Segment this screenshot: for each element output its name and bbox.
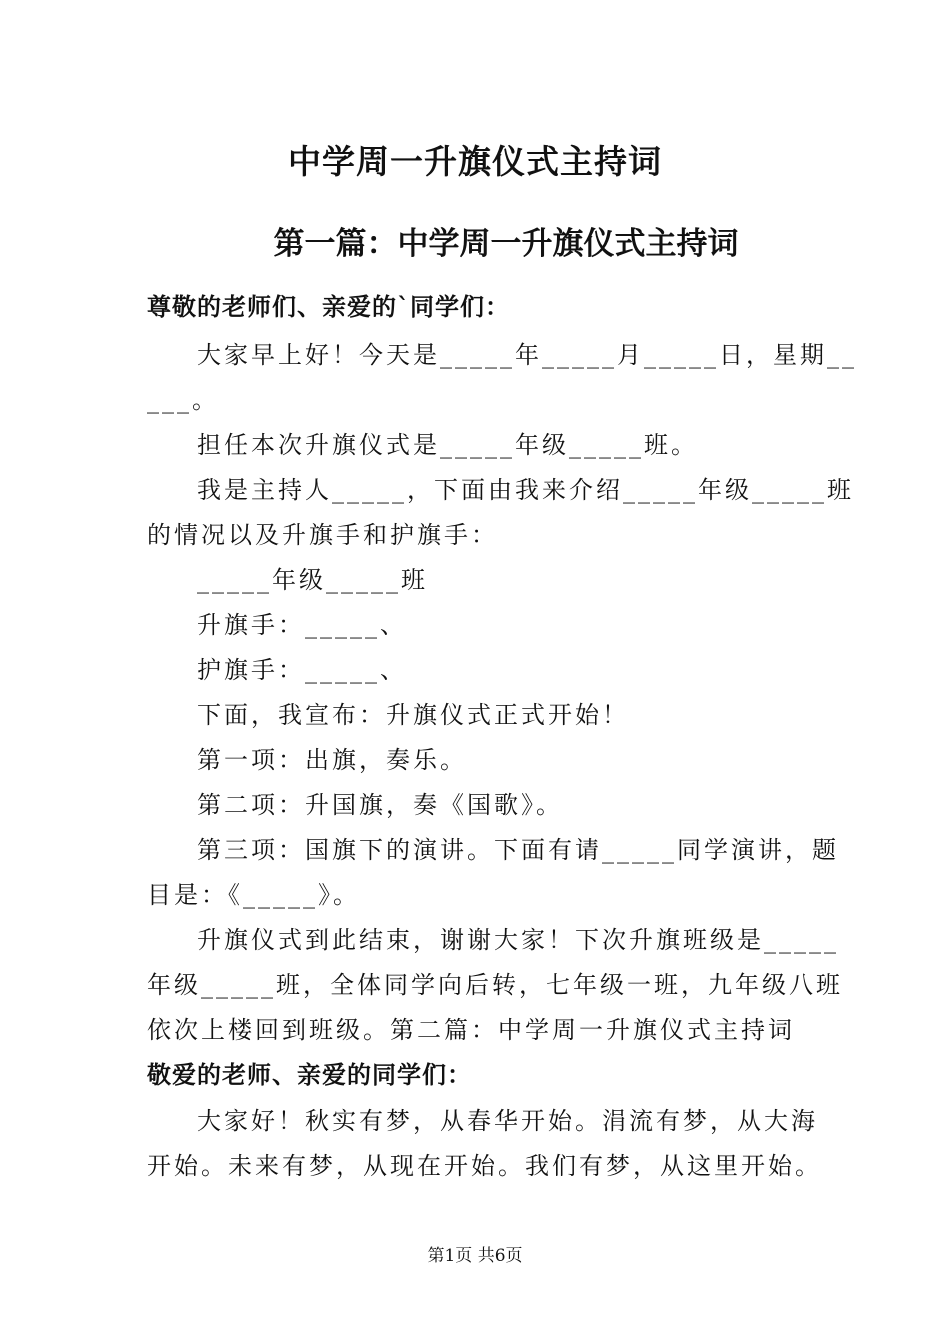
paragraph-line: 担任本次升旗仪式是_____年级_____班。 — [197, 431, 698, 459]
paragraph-line: 目是：《_____》。 — [147, 881, 360, 909]
paragraph-line: 升旗仪式到此结束，谢谢大家！下次升旗班级是_____ — [197, 926, 839, 954]
paragraph-line: _____年级_____班 — [197, 566, 428, 594]
paragraph-line: 大家早上好！今天是_____年_____月_____日，星期__ — [197, 341, 857, 369]
paragraph-line: ___。 — [147, 386, 219, 414]
paragraph-line: 第三项：国旗下的演讲。下面有请_____同学演讲，题 — [197, 836, 839, 864]
paragraph-line: 大家好！秋实有梦，从春华开始。涓流有梦，从大海 — [197, 1107, 818, 1135]
page-number: 第1页 共6页 — [427, 1246, 523, 1266]
document-title: 中学周一升旗仪式主持词 — [288, 142, 662, 181]
salutation: 尊敬的老师们、亲爱的`同学们： — [147, 292, 510, 321]
paragraph-line: 我是主持人_____，下面由我来介绍_____年级_____班 — [197, 476, 854, 504]
paragraph-line: 的情况以及升旗手和护旗手： — [147, 521, 498, 549]
paragraph-line: 依次上楼回到班级。第二篇：中学周一升旗仪式主持词 — [147, 1016, 795, 1044]
section-heading: 第一篇：中学周一升旗仪式主持词 — [273, 226, 739, 262]
paragraph-line: 升旗手：_____、 — [197, 611, 407, 639]
salutation: 敬爱的老师、亲爱的同学们： — [147, 1060, 472, 1089]
paragraph-line: 第二项：升国旗，奏《国歌》。 — [197, 791, 563, 819]
paragraph-line: 开始。未来有梦，从现在开始。我们有梦，从这里开始。 — [147, 1152, 822, 1180]
paragraph-line: 年级_____班，全体同学向后转，七年级一班，九年级八班 — [147, 971, 843, 999]
paragraph-line: 护旗手：_____、 — [197, 656, 407, 684]
paragraph-line: 下面，我宣布：升旗仪式正式开始！ — [197, 701, 629, 729]
paragraph-line: 第一项：出旗，奏乐。 — [197, 746, 467, 774]
